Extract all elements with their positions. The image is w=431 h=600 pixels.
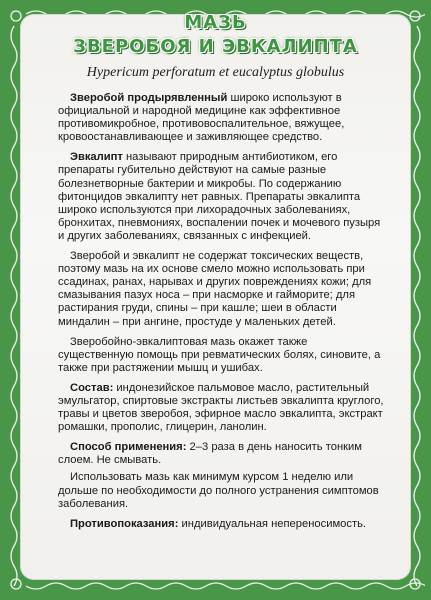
title-line-1: МАЗЬ — [184, 12, 247, 33]
paragraph-safety — [58, 250, 386, 329]
paragraph-body: индонезийское пальмовое масло, растительный эмульгатор, спиртовые экстракты листьев эвкалипта круглого, травы и цветов зверобоя, эфирное масло эвкалипта, экстракт ромашки, прополис, глицерин, ланолин. — [58, 381, 384, 434]
paragraph-hypericum — [58, 92, 386, 144]
paragraph-eucalyptus — [58, 151, 386, 243]
paragraph-heading: Противопоказания: — [70, 517, 179, 530]
paragraph-body: 2–3 раза в день наносить тонким слоем. Не смывать. — [58, 441, 362, 467]
paragraph-heading: Состав: — [70, 381, 114, 394]
paragraph-body: индивидуальная непереносимость. — [178, 517, 367, 530]
paragraph-heading: Способ применения: — [70, 441, 187, 454]
paragraph-usage — [58, 441, 386, 467]
paragraph-body: Зверобойно-эвкалиптовая мазь окажет также существенную помощь при ревматических болях, синовите, а также при растяжении мышц и ушибах. — [58, 335, 381, 374]
paragraph-body: Зверобой и эвкалипт не содержат токсических веществ, поэтому мазь на их основе смело можно использовать при ссадинах, ранах, нарывах и других повреждениях кожи; для смазывания пазух носа – при насморке и гайморите; для растирания груди, спины – при кашле; шеи в области миндалин – при ангине, простуде у маленьких детей. — [58, 250, 372, 328]
paragraph-course — [58, 471, 386, 510]
product-title — [0, 12, 431, 56]
paragraph-contraindications — [58, 518, 386, 531]
paragraph-heading: Зверобой продырявленный — [70, 92, 228, 104]
paragraph-additional-use — [58, 336, 386, 375]
paragraph-body: называют природным антибиотиком, его препараты губительно действуют на самые разные болезнетворные бактерии и микробы. По содержанию фитонцидов эвкалипту нет равных. Препараты эвкалипта широко используются при лихорадочных заболеваниях, бронхитах, пневмониях, воспалении почек и мочевого пузыря и других заболеваниях, связанных с инфекцией. — [58, 151, 381, 242]
paragraph-composition — [58, 382, 386, 434]
description-text — [58, 92, 386, 538]
latin-subtitle: Hypericum perforatum et eucalyptus globulus — [86, 65, 345, 80]
title-line-2: ЗВЕРОБОЯ И ЭВКАЛИПТА — [73, 36, 358, 57]
paragraph-body: широко используют в официальной и народной медицине как эффективное противомикробное, противовоспалительное, вяжущее, кровоостанавливающее и заживляющее средство. — [58, 92, 345, 144]
paragraph-body: Использовать мазь как минимум курсом 1 неделю или дольше по необходимости до полного устранения симптомов заболевания. — [58, 471, 379, 510]
paragraph-heading: Эвкалипт — [70, 151, 123, 164]
